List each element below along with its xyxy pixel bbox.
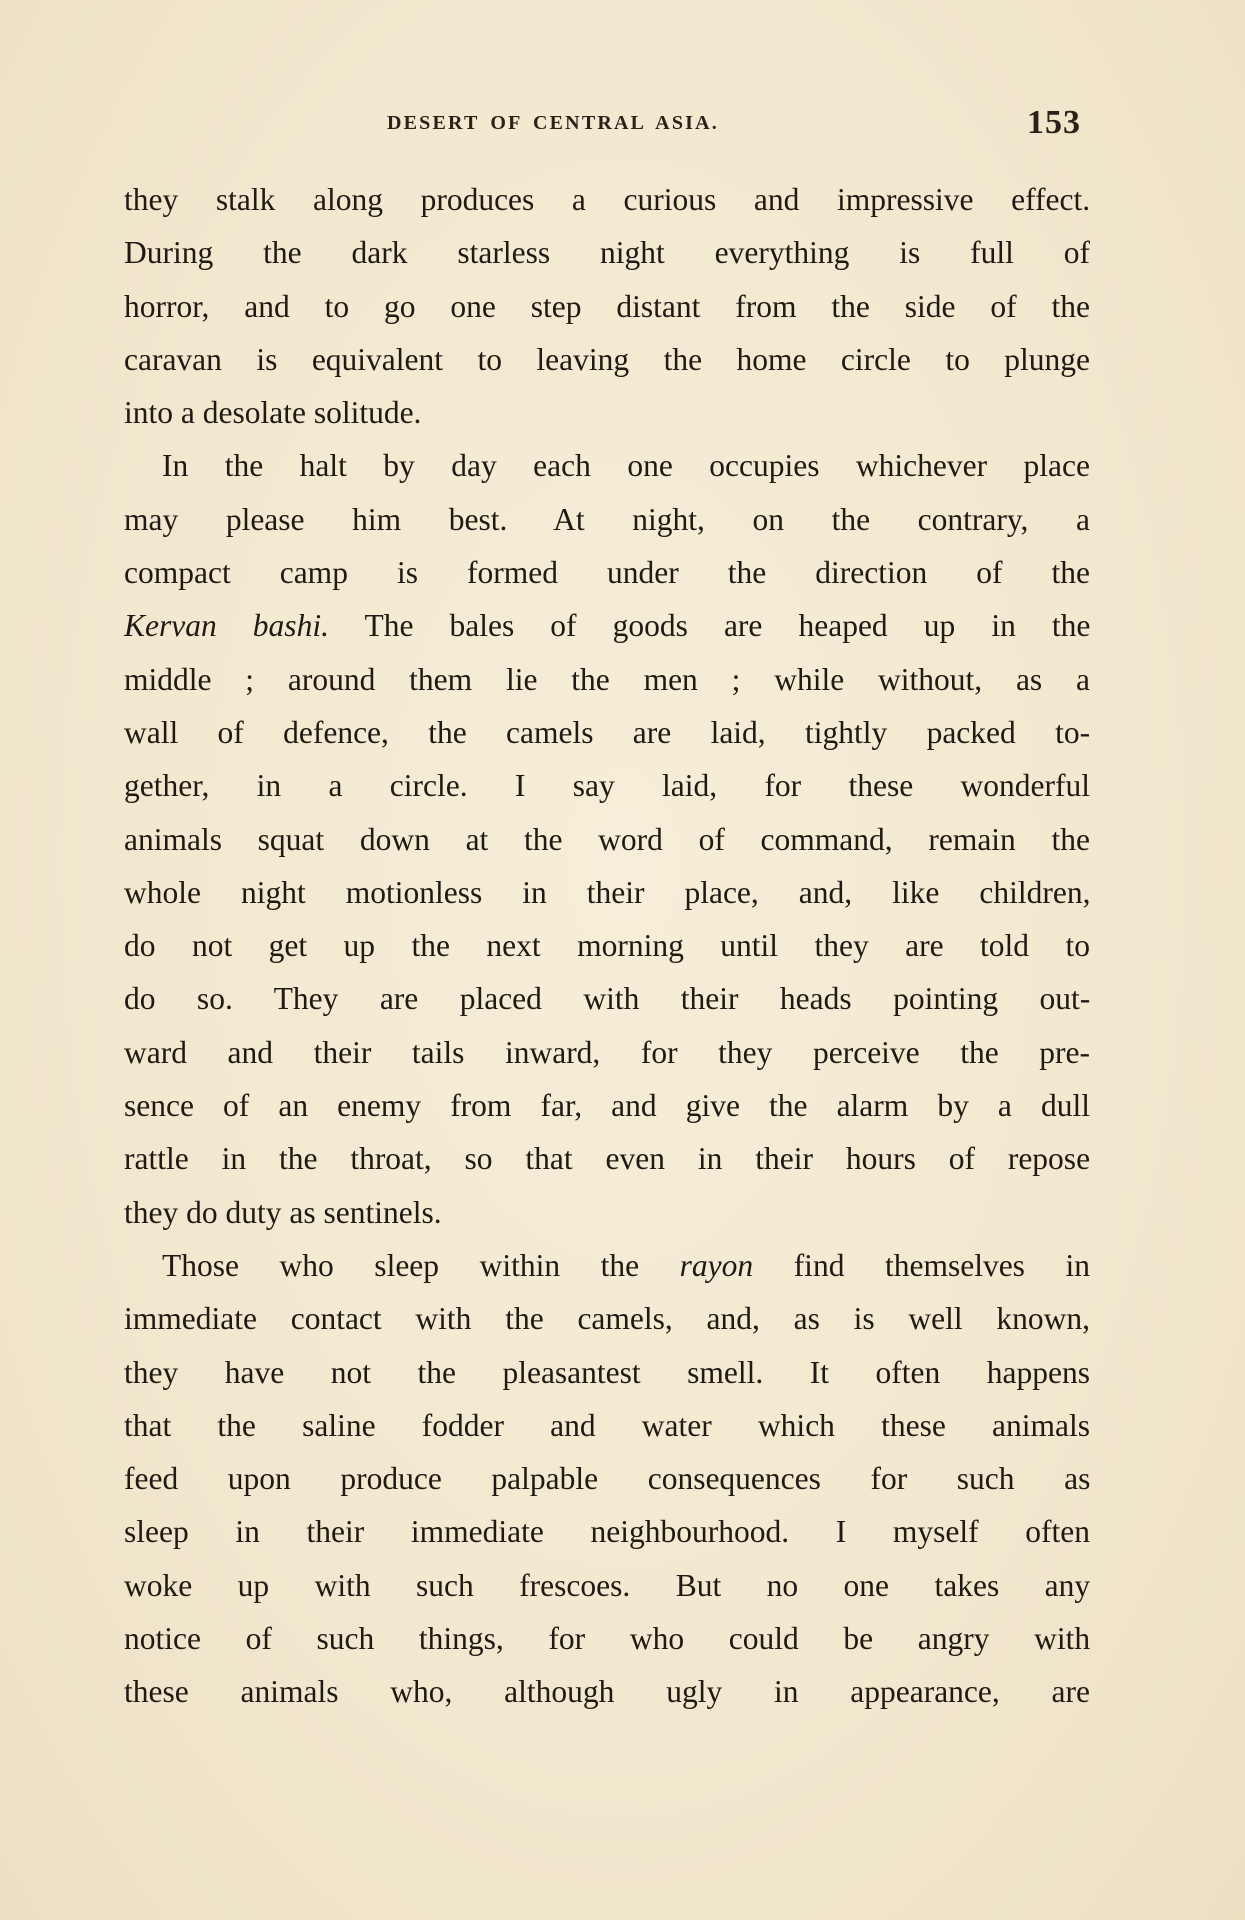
page-number: 153 <box>1027 104 1081 141</box>
text-line: gether, in a circle. I say laid, for these wonderful <box>124 768 1090 804</box>
running-head <box>0 104 1245 144</box>
italic-term: Kervan bashi. <box>124 608 329 644</box>
text-line: feed upon produce palpable consequences for such as <box>124 1461 1091 1497</box>
italic-term: rayon <box>679 1247 754 1283</box>
text-line: notice of such things, for who could be angry with <box>124 1621 1091 1657</box>
text-line: do so. They are placed with their heads pointing out- <box>124 981 1091 1017</box>
text-line: they have not the pleasantest smell. It often happens <box>124 1354 1090 1390</box>
text-line: sleep in their immediate neighbourhood. I myself often <box>124 1514 1090 1550</box>
text-line: rattle in the throat, so that even in their hours of repose <box>124 1141 1091 1177</box>
running-head-title: DESERT OF CENTRAL ASIA. <box>387 112 719 134</box>
body-text <box>124 173 1090 1719</box>
text-line: caravan is equivalent to leaving the home circle to plunge <box>124 341 1090 377</box>
line-text: Those who sleep within the <box>162 1247 680 1283</box>
text-line: animals squat down at the word of command, remain the <box>124 821 1090 857</box>
text-line <box>124 599 1090 652</box>
text-line: wall of defence, the camels are laid, tightly packed to- <box>124 714 1091 750</box>
text-line: they do duty as sentinels. <box>124 1194 442 1230</box>
text-line: ward and their tails inward, for they perceive the pre- <box>124 1034 1090 1070</box>
text-line: middle ; around them lie the men ; while without, as a <box>124 661 1090 697</box>
text-line: In the halt by day each one occupies whichever place <box>162 448 1090 484</box>
text-line: horror, and to go one step distant from the side of the <box>124 288 1090 324</box>
text-line: may please him best. At night, on the contrary, a <box>124 501 1090 537</box>
line-text: find themselves in <box>753 1247 1090 1283</box>
text-line: compact camp is formed under the direction of the <box>124 555 1090 591</box>
text-line <box>124 1239 1090 1292</box>
text-line: they stalk along produces a curious and impressive effect. <box>124 182 1091 217</box>
text-line: sence of an enemy from far, and give the alarm by a dull <box>124 1088 1090 1124</box>
text-line: woke up with such frescoes. But no one takes any <box>124 1567 1091 1603</box>
text-line: whole night motionless in their place, and, like children, <box>124 874 1091 910</box>
text-line: that the saline fodder and water which these animals <box>124 1407 1090 1443</box>
text-line: immediate contact with the camels, and, as is well known, <box>124 1301 1091 1337</box>
text-line: into a desolate solitude. <box>124 395 422 431</box>
text-line: During the dark starless night everything is full of <box>124 235 1090 271</box>
text-line: these animals who, although ugly in appearance, are <box>124 1674 1090 1710</box>
line-text: The bales of goods are heaped up in the <box>328 608 1091 644</box>
text-line: do not get up the next morning until they are told to <box>124 928 1090 964</box>
